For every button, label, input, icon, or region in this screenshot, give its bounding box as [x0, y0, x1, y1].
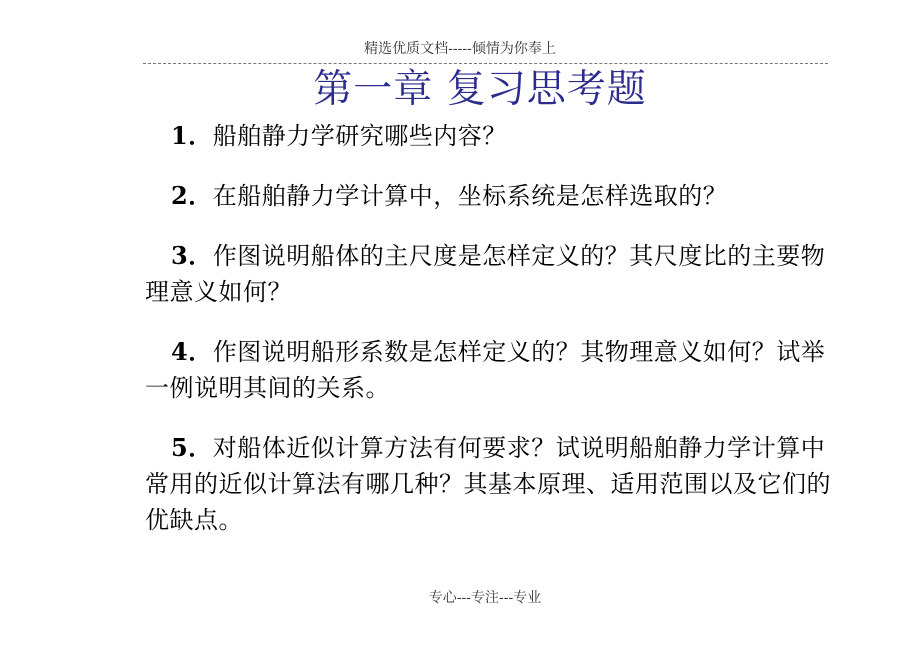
question-text: 对船体近似计算方法有何要求？试说明船舶静力学计算中常用的近似计算法有哪几种？其基本原理、适用范围以及它们的优缺点。 [145, 434, 831, 534]
question-number: 3． [171, 241, 213, 270]
question-text: 在船舶静力学计算中，坐标系统是怎样选取的？ [212, 182, 728, 210]
question-text: 船舶静力学研究哪些内容？ [212, 122, 507, 150]
question-item-5 [145, 430, 835, 538]
question-item-3 [145, 238, 835, 310]
question-number: 1． [171, 121, 213, 150]
question-item-2 [145, 178, 835, 214]
question-number: 2． [171, 181, 213, 210]
question-number: 5． [171, 433, 213, 462]
page-title: 第一章 复习思考题 [313, 67, 647, 112]
question-item-1 [145, 118, 835, 154]
question-number: 4． [171, 337, 213, 366]
question-text: 作图说明船体的主尺度是怎样定义的？其尺度比的主要物理意义如何？ [145, 242, 826, 306]
page-footer: 专心---专注---专业 [428, 590, 542, 606]
question-list [145, 118, 835, 548]
page-header: 精选优质文档-----倾情为你奉上 [364, 41, 556, 57]
question-item-4 [145, 334, 835, 406]
question-text: 作图说明船形系数是怎样定义的？其物理意义如何？试举一例说明其间的关系。 [145, 338, 826, 402]
